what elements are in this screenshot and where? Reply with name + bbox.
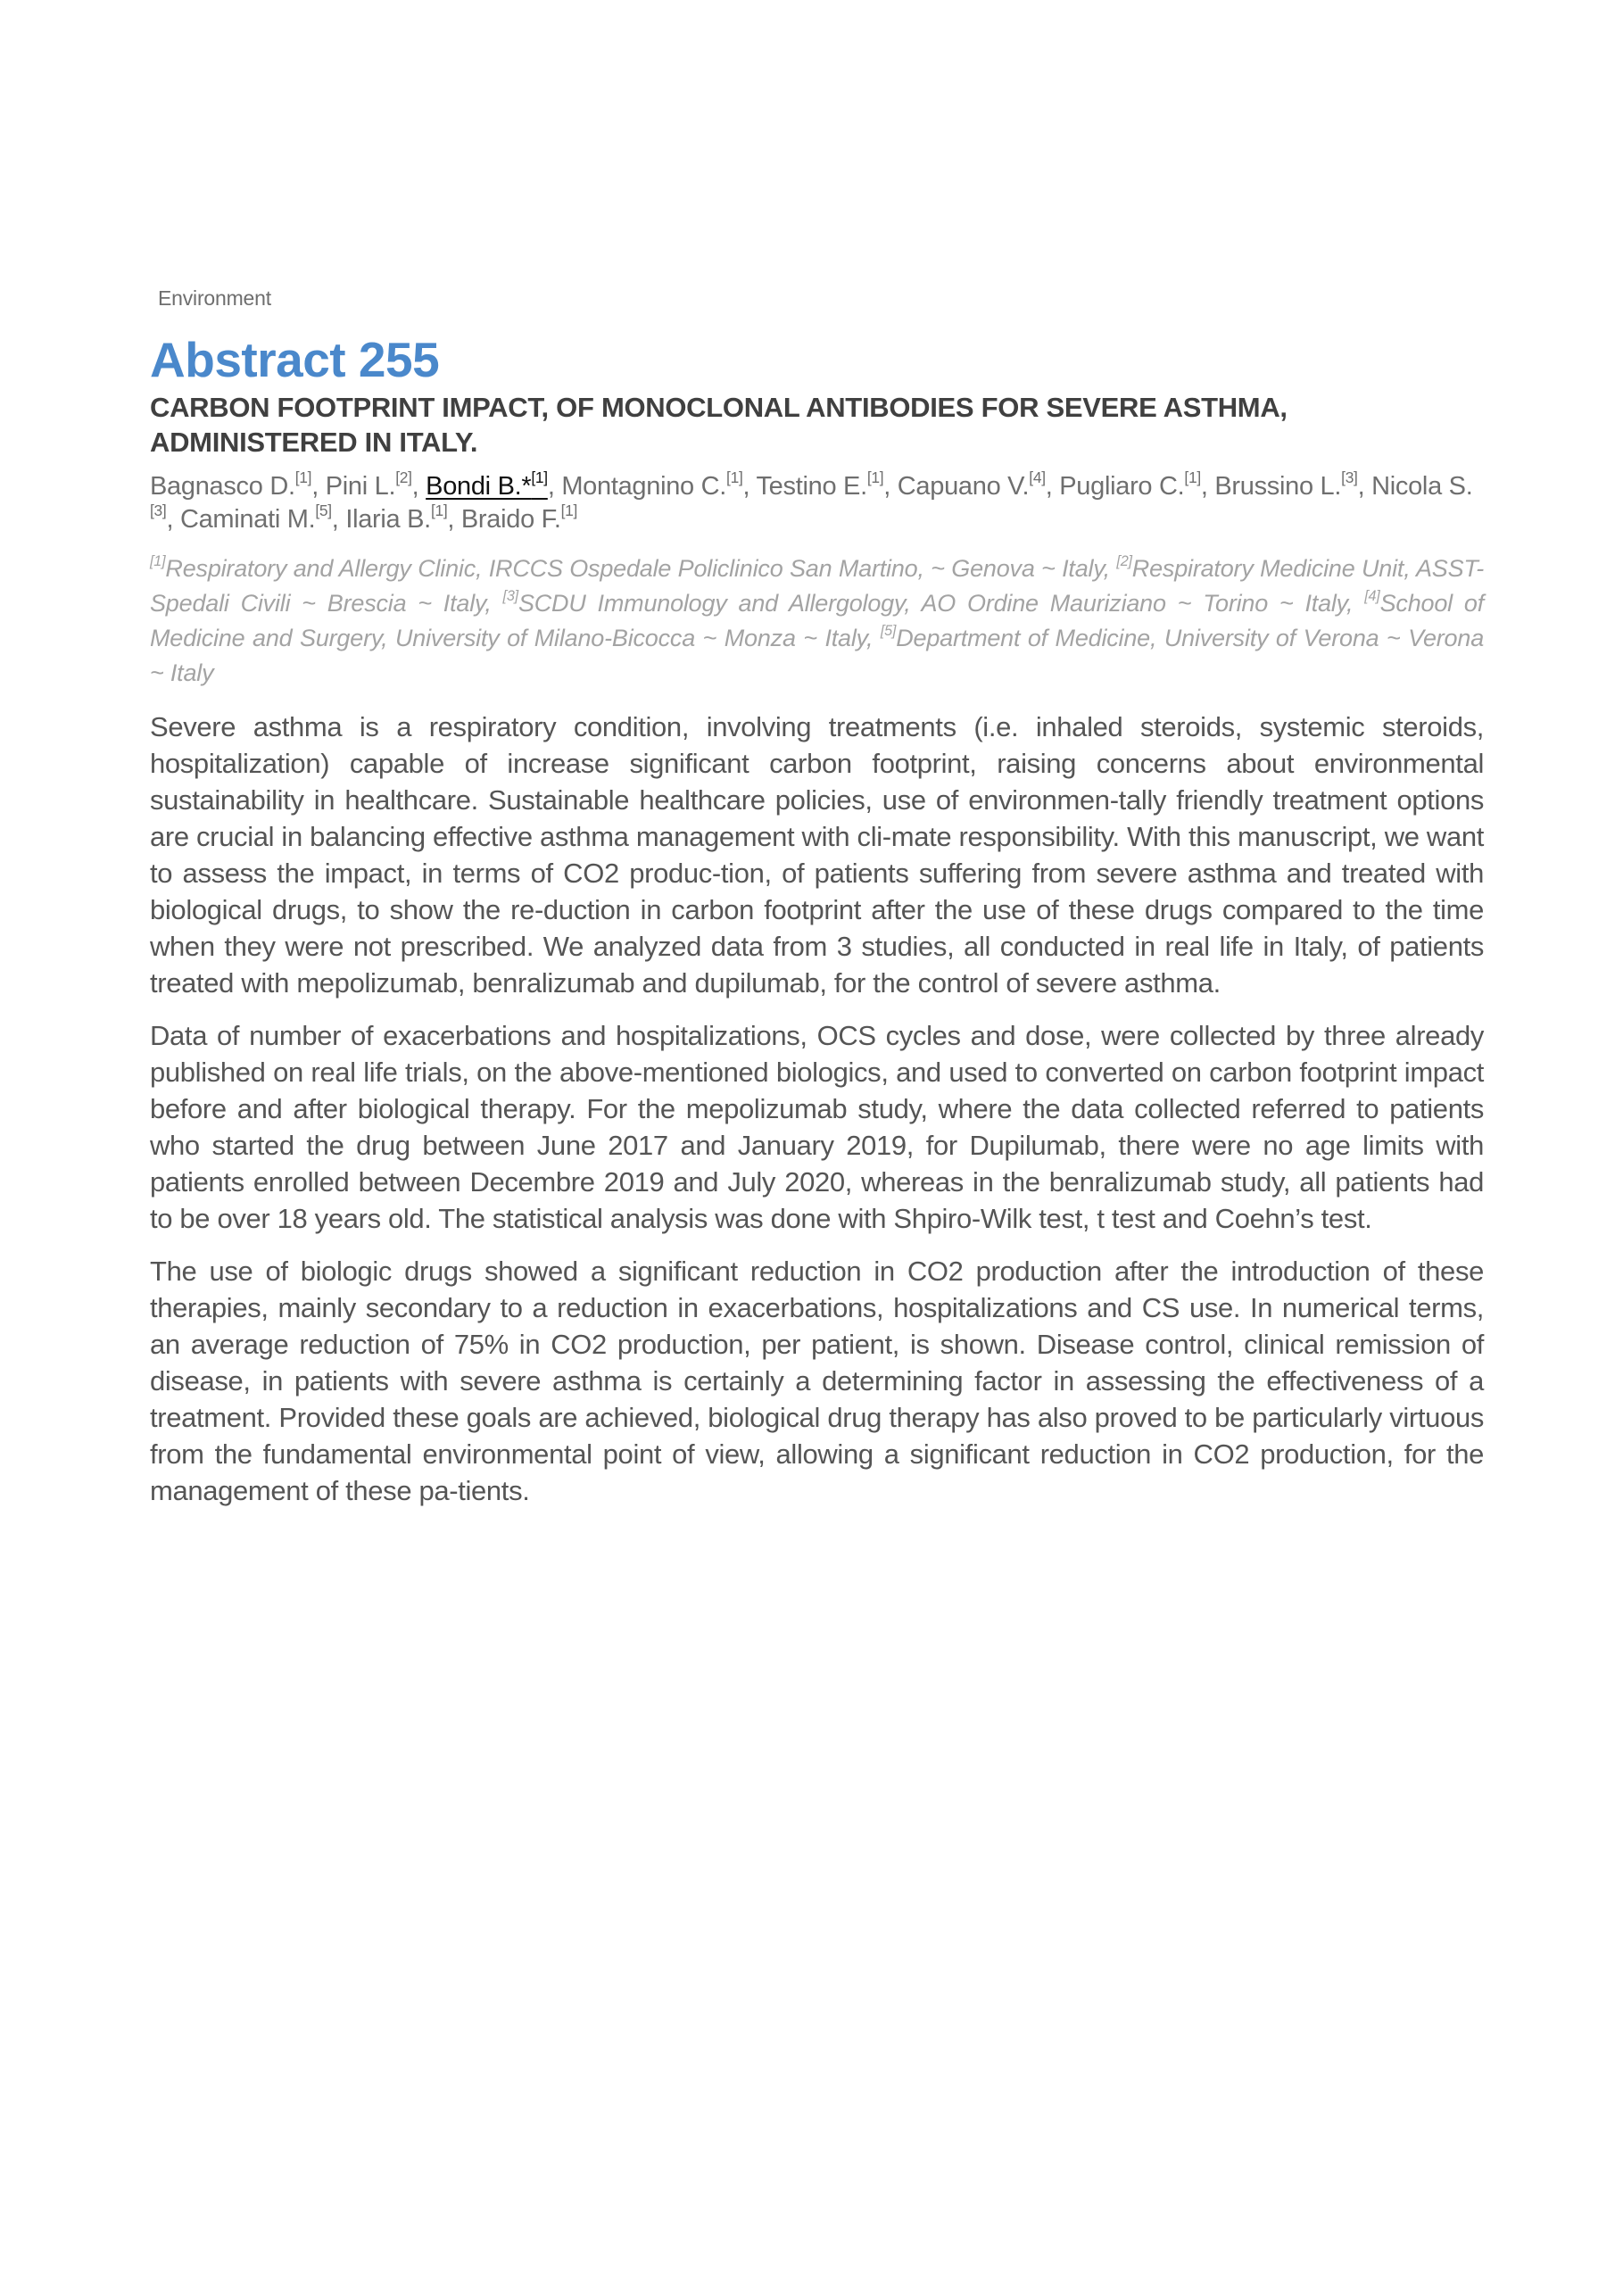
affiliation-marker: [1] (430, 501, 448, 519)
author (897, 468, 1046, 501)
affiliation-number: [5] (880, 622, 897, 639)
affiliation (502, 587, 1365, 617)
author (460, 501, 578, 534)
affiliation-number: [2] (1116, 552, 1132, 569)
affiliation-text: SCDU Immunology and Allergology, AO Ordine Mauriziano ~ Torino ~ Italy, (518, 590, 1365, 617)
author (325, 468, 412, 501)
affiliation-number: [1] (150, 552, 166, 569)
author-name: Nicola S. (1371, 472, 1473, 501)
affiliation-marker: [4] (1029, 468, 1046, 486)
author (150, 468, 312, 501)
author-name: Braido F. (460, 505, 561, 534)
author (756, 468, 884, 501)
section-label: Environment (158, 286, 271, 310)
affiliation-text: Respiratory and Allergy Clinic, IRCCS Ospedale Policlinico San Martino, ~ Genova ~ Italy, (165, 555, 1117, 582)
author (1059, 468, 1201, 501)
affiliation-marker: [1] (726, 468, 743, 486)
affiliation-marker: [1] (531, 468, 548, 486)
abstract-number: Abstract 255 (150, 332, 440, 387)
author-name: Pini L. (325, 472, 396, 501)
affiliation-marker: [3] (1341, 468, 1358, 486)
author-name: Bondi B.* (426, 472, 532, 501)
affiliation-marker: [1] (866, 468, 884, 486)
abstract-body (150, 709, 1484, 1509)
author-name: Ilaria B. (345, 505, 431, 534)
author-name: Brussino L. (1214, 472, 1342, 501)
affiliation-text: Department of Medicine, University of Verona ~ Verona ~ Italy (150, 625, 1485, 686)
affiliation-marker: [5] (315, 501, 332, 519)
affiliation-number: [3] (502, 587, 518, 604)
author (561, 468, 743, 501)
affiliation-text: Respiratory Medicine Unit, ASST-Spedali Civili ~ Brescia ~ Italy, (150, 555, 1485, 617)
body-paragraph-results: The use of biologic drugs showed a significant reduction in CO2 production after the introduction of these therapies, mainly secondary to a reduction in exacerbations, hospitalizations and CS use. In numerical terms, an average reduction of 75% in CO2 production, per patient, is shown. Disease control, clinical remission of disease, in patients with severe asthma is certainly a determining factor in assessing the effectiveness of a treatment. Provided these goals are achieved, biological drug therapy has also proved to be particularly virtuous from the fundamental environmental point of view, allowing a significant reduction in CO2 production, for the management of these pa-tients. (150, 1256, 1484, 1506)
affiliation-marker: [1] (1184, 468, 1201, 486)
abstract-page (150, 284, 1484, 1525)
affiliation-marker: [3] (150, 501, 167, 519)
author-list: Bagnasco D.[1], Pini L.[2], Bondi B.*[1], Montagnino C.[1], Testino E.[1], Capuano V.[4], Pugliaro C.[1], Brussino L.[3], Nicola S.[3], Caminati M.[5], Ilaria B.[1], Braido F.[1] (150, 468, 1473, 534)
author-name: Capuano V. (897, 472, 1030, 501)
body-paragraph-background: Severe asthma is a respiratory condition, involving treatments (i.e. inhaled steroids, systemic steroids, hospitalization) capable of increase significant carbon footprint, raising concerns about environmental sustainability in healthcare. Sustainable healthcare policies, use of environmen-tally friendly treatment options are crucial in balancing effective asthma management with cli-mate responsibility. With this manuscript, we want to assess the impact, in terms of CO2 produc-tion, of patients suffering from severe asthma and treated with biological drugs, to show the re-duction in carbon footprint after the use of these drugs compared to the time when they were not prescribed. We analyzed data from 3 studies, all conducted in real life in Italy, of patients treated with mepolizumab, benralizumab and dupilumab, for the control of severe asthma. (150, 711, 1484, 999)
author-name: Pugliaro C. (1059, 472, 1185, 501)
author (1214, 468, 1358, 501)
author-name: Montagnino C. (561, 472, 727, 501)
affiliation-marker: [2] (395, 468, 412, 486)
affiliation-text: School of Medicine and Surgery, University of Milano-Bicocca ~ Monza ~ Italy, (150, 590, 1484, 651)
affiliation-marker: [1] (560, 501, 578, 519)
author (179, 501, 332, 534)
author-name: Bagnasco D. (150, 472, 295, 501)
presenting-author (426, 468, 548, 501)
author-name: Caminati M. (179, 505, 316, 534)
body-paragraph-methods: Data of number of exacerbations and hospitalizations, OCS cycles and dose, were collected by three already published on real life trials, on the above-mentioned biologics, and used to converted on carbon footprint impact before and after biological therapy. For the mepolizumab study, where the data collected referred to patients who started the drug between June 2017 and January 2019, for Dupilumab, there were no age limits with patients enrolled between Decembre 2019 and July 2020, whereas in the benralizumab study, all patients had to be over 18 years old. The statistical analysis was done with Shpiro-Wilk test, t test and Coehn’s test. (150, 1020, 1484, 1234)
affiliation-list (150, 551, 1484, 691)
affiliation-marker: [1] (294, 468, 312, 486)
author (345, 501, 448, 534)
abstract-title: CARBON FOOTPRINT IMPACT, OF MONOCLONAL ANTIBODIES FOR SEVERE ASTHMA, ADMINISTERED IN ITALY. (150, 392, 1288, 458)
affiliation (150, 552, 1117, 582)
affiliation-number: [4] (1364, 587, 1380, 604)
author-name: Testino E. (756, 472, 867, 501)
